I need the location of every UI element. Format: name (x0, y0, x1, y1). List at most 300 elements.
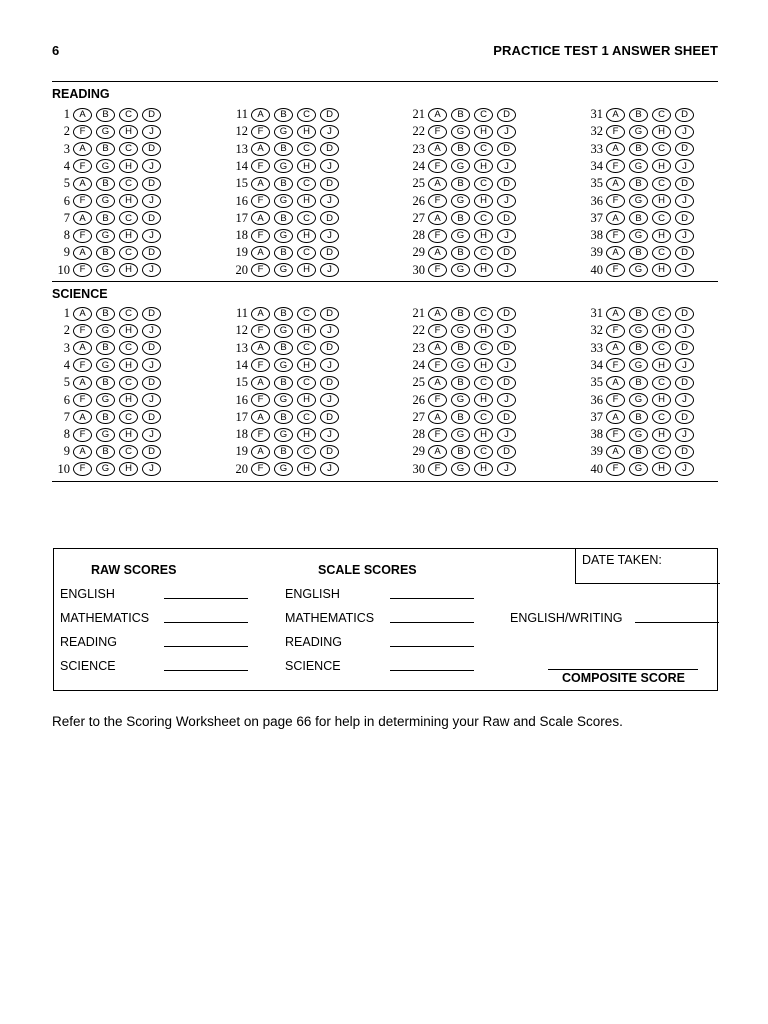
answer-bubble[interactable]: J (320, 194, 339, 208)
answer-bubble[interactable]: J (675, 159, 694, 173)
answer-bubble[interactable]: D (675, 142, 694, 156)
answer-bubble[interactable]: C (119, 341, 138, 355)
answer-bubble[interactable]: B (629, 307, 648, 321)
answer-bubble[interactable]: F (73, 393, 92, 407)
answer-bubble[interactable]: G (274, 159, 293, 173)
answer-bubble[interactable]: D (142, 307, 161, 321)
answer-bubble[interactable]: F (606, 263, 625, 277)
answer-bubble[interactable]: A (251, 410, 270, 424)
answer-bubble[interactable]: G (451, 125, 470, 139)
answer-bubble[interactable]: D (142, 108, 161, 122)
answer-bubble[interactable]: B (96, 376, 115, 390)
answer-bubble[interactable]: F (606, 229, 625, 243)
answer-bubble[interactable]: C (652, 142, 671, 156)
answer-bubble[interactable]: B (274, 108, 293, 122)
answer-bubble[interactable]: H (119, 324, 138, 338)
answer-bubble[interactable]: J (497, 324, 516, 338)
answer-bubble[interactable]: D (497, 211, 516, 225)
answer-bubble[interactable]: B (96, 307, 115, 321)
answer-bubble[interactable]: A (73, 445, 92, 459)
answer-bubble[interactable]: G (274, 125, 293, 139)
answer-bubble[interactable]: H (119, 263, 138, 277)
answer-bubble[interactable]: A (606, 376, 625, 390)
answer-bubble[interactable]: D (142, 211, 161, 225)
answer-bubble[interactable]: D (142, 445, 161, 459)
answer-bubble[interactable]: F (73, 462, 92, 476)
answer-bubble[interactable]: J (675, 229, 694, 243)
answer-bubble[interactable]: G (451, 358, 470, 372)
answer-bubble[interactable]: D (497, 177, 516, 191)
answer-bubble[interactable]: H (297, 263, 316, 277)
answer-bubble[interactable]: J (675, 194, 694, 208)
scale-english-line[interactable] (390, 598, 474, 599)
answer-bubble[interactable]: D (320, 376, 339, 390)
answer-bubble[interactable]: B (629, 142, 648, 156)
answer-bubble[interactable]: H (297, 462, 316, 476)
answer-bubble[interactable]: D (497, 246, 516, 260)
answer-bubble[interactable]: C (652, 246, 671, 260)
scale-mathematics-line[interactable] (390, 622, 474, 623)
answer-bubble[interactable]: H (474, 125, 493, 139)
answer-bubble[interactable]: C (474, 177, 493, 191)
answer-bubble[interactable]: D (320, 410, 339, 424)
answer-bubble[interactable]: B (96, 177, 115, 191)
answer-bubble[interactable]: F (606, 358, 625, 372)
answer-bubble[interactable]: F (428, 263, 447, 277)
answer-bubble[interactable]: B (96, 108, 115, 122)
answer-bubble[interactable]: D (142, 410, 161, 424)
answer-bubble[interactable]: J (142, 125, 161, 139)
answer-bubble[interactable]: A (428, 246, 447, 260)
answer-bubble[interactable]: B (629, 376, 648, 390)
answer-bubble[interactable]: A (251, 211, 270, 225)
answer-bubble[interactable]: G (96, 428, 115, 442)
answer-bubble[interactable]: D (320, 142, 339, 156)
answer-bubble[interactable]: F (251, 159, 270, 173)
answer-bubble[interactable]: C (474, 142, 493, 156)
answer-bubble[interactable]: J (497, 159, 516, 173)
answer-bubble[interactable]: J (320, 229, 339, 243)
answer-bubble[interactable]: A (73, 177, 92, 191)
answer-bubble[interactable]: A (73, 341, 92, 355)
answer-bubble[interactable]: B (96, 410, 115, 424)
answer-bubble[interactable]: B (629, 445, 648, 459)
answer-bubble[interactable]: G (96, 358, 115, 372)
answer-bubble[interactable]: A (73, 211, 92, 225)
answer-bubble[interactable]: C (652, 376, 671, 390)
answer-bubble[interactable]: D (497, 341, 516, 355)
answer-bubble[interactable]: A (251, 445, 270, 459)
answer-bubble[interactable]: D (497, 410, 516, 424)
answer-bubble[interactable]: H (652, 263, 671, 277)
answer-bubble[interactable]: J (320, 358, 339, 372)
answer-bubble[interactable]: H (652, 125, 671, 139)
answer-bubble[interactable]: C (297, 445, 316, 459)
answer-bubble[interactable]: H (297, 229, 316, 243)
answer-bubble[interactable]: D (320, 108, 339, 122)
answer-bubble[interactable]: C (474, 376, 493, 390)
answer-bubble[interactable]: G (451, 194, 470, 208)
answer-bubble[interactable]: G (451, 393, 470, 407)
answer-bubble[interactable]: J (497, 393, 516, 407)
answer-bubble[interactable]: G (274, 324, 293, 338)
answer-bubble[interactable]: D (142, 177, 161, 191)
answer-bubble[interactable]: B (629, 246, 648, 260)
answer-bubble[interactable]: H (474, 194, 493, 208)
answer-bubble[interactable]: G (274, 263, 293, 277)
answer-bubble[interactable]: D (497, 108, 516, 122)
answer-bubble[interactable]: B (451, 246, 470, 260)
answer-bubble[interactable]: D (497, 307, 516, 321)
answer-bubble[interactable]: D (675, 410, 694, 424)
answer-bubble[interactable]: B (96, 445, 115, 459)
answer-bubble[interactable]: F (251, 229, 270, 243)
answer-bubble[interactable]: H (119, 159, 138, 173)
answer-bubble[interactable]: G (96, 393, 115, 407)
answer-bubble[interactable]: A (428, 211, 447, 225)
answer-bubble[interactable]: B (629, 108, 648, 122)
answer-bubble[interactable]: J (142, 393, 161, 407)
answer-bubble[interactable]: B (451, 307, 470, 321)
answer-bubble[interactable]: J (675, 428, 694, 442)
answer-bubble[interactable]: F (251, 462, 270, 476)
answer-bubble[interactable]: G (96, 462, 115, 476)
answer-bubble[interactable]: A (73, 376, 92, 390)
answer-bubble[interactable]: F (251, 125, 270, 139)
answer-bubble[interactable]: C (119, 376, 138, 390)
answer-bubble[interactable]: B (629, 341, 648, 355)
answer-bubble[interactable]: J (675, 462, 694, 476)
answer-bubble[interactable]: G (629, 229, 648, 243)
answer-bubble[interactable]: D (675, 445, 694, 459)
answer-bubble[interactable]: D (142, 246, 161, 260)
answer-bubble[interactable]: C (297, 376, 316, 390)
answer-bubble[interactable]: G (274, 229, 293, 243)
answer-bubble[interactable]: H (652, 194, 671, 208)
answer-bubble[interactable]: A (251, 307, 270, 321)
answer-bubble[interactable]: J (675, 324, 694, 338)
answer-bubble[interactable]: G (274, 194, 293, 208)
answer-bubble[interactable]: J (497, 428, 516, 442)
answer-bubble[interactable]: B (451, 376, 470, 390)
answer-bubble[interactable]: B (451, 410, 470, 424)
scale-science-line[interactable] (390, 670, 474, 671)
answer-bubble[interactable]: H (119, 358, 138, 372)
answer-bubble[interactable]: B (96, 246, 115, 260)
answer-bubble[interactable]: H (119, 462, 138, 476)
answer-bubble[interactable]: B (629, 211, 648, 225)
answer-bubble[interactable]: B (274, 410, 293, 424)
answer-bubble[interactable]: H (652, 159, 671, 173)
answer-bubble[interactable]: G (451, 462, 470, 476)
answer-bubble[interactable]: C (297, 177, 316, 191)
answer-bubble[interactable]: H (297, 393, 316, 407)
answer-bubble[interactable]: C (297, 142, 316, 156)
answer-bubble[interactable]: J (497, 462, 516, 476)
answer-bubble[interactable]: A (428, 341, 447, 355)
answer-bubble[interactable]: C (119, 445, 138, 459)
answer-bubble[interactable]: C (119, 410, 138, 424)
answer-bubble[interactable]: B (629, 177, 648, 191)
answer-bubble[interactable]: J (142, 229, 161, 243)
answer-bubble[interactable]: C (652, 211, 671, 225)
answer-bubble[interactable]: C (297, 108, 316, 122)
answer-bubble[interactable]: B (274, 445, 293, 459)
answer-bubble[interactable]: J (497, 194, 516, 208)
answer-bubble[interactable]: F (428, 358, 447, 372)
answer-bubble[interactable]: F (428, 324, 447, 338)
answer-bubble[interactable]: F (73, 324, 92, 338)
answer-bubble[interactable]: C (474, 246, 493, 260)
answer-bubble[interactable]: J (320, 125, 339, 139)
answer-bubble[interactable]: A (73, 108, 92, 122)
answer-bubble[interactable]: J (320, 324, 339, 338)
answer-bubble[interactable]: H (297, 324, 316, 338)
answer-bubble[interactable]: F (73, 263, 92, 277)
answer-bubble[interactable]: B (451, 142, 470, 156)
answer-bubble[interactable]: J (320, 428, 339, 442)
answer-bubble[interactable]: C (297, 307, 316, 321)
answer-bubble[interactable]: G (629, 462, 648, 476)
answer-bubble[interactable]: J (320, 263, 339, 277)
raw-reading-line[interactable] (164, 646, 248, 647)
answer-bubble[interactable]: A (428, 410, 447, 424)
raw-science-line[interactable] (164, 670, 248, 671)
answer-bubble[interactable]: G (629, 358, 648, 372)
answer-bubble[interactable]: B (451, 341, 470, 355)
raw-mathematics-line[interactable] (164, 622, 248, 623)
answer-bubble[interactable]: J (320, 393, 339, 407)
answer-bubble[interactable]: B (274, 341, 293, 355)
answer-bubble[interactable]: J (320, 159, 339, 173)
answer-bubble[interactable]: G (274, 428, 293, 442)
answer-bubble[interactable]: B (96, 142, 115, 156)
answer-bubble[interactable]: F (73, 194, 92, 208)
answer-bubble[interactable]: F (606, 159, 625, 173)
answer-bubble[interactable]: G (451, 428, 470, 442)
answer-bubble[interactable]: F (606, 393, 625, 407)
answer-bubble[interactable]: B (274, 211, 293, 225)
answer-bubble[interactable]: B (451, 211, 470, 225)
answer-bubble[interactable]: J (497, 125, 516, 139)
answer-bubble[interactable]: H (474, 263, 493, 277)
answer-bubble[interactable]: J (497, 263, 516, 277)
answer-bubble[interactable]: F (73, 358, 92, 372)
answer-bubble[interactable]: A (606, 211, 625, 225)
answer-bubble[interactable]: H (119, 393, 138, 407)
answer-bubble[interactable]: H (652, 324, 671, 338)
answer-bubble[interactable]: G (629, 159, 648, 173)
answer-bubble[interactable]: F (428, 229, 447, 243)
answer-bubble[interactable]: A (606, 341, 625, 355)
answer-bubble[interactable]: G (451, 159, 470, 173)
answer-bubble[interactable]: D (320, 307, 339, 321)
answer-bubble[interactable]: G (274, 462, 293, 476)
answer-bubble[interactable]: C (119, 108, 138, 122)
answer-bubble[interactable]: J (142, 194, 161, 208)
answer-bubble[interactable]: A (428, 376, 447, 390)
answer-bubble[interactable]: J (142, 263, 161, 277)
answer-bubble[interactable]: G (96, 125, 115, 139)
answer-bubble[interactable]: C (474, 211, 493, 225)
answer-bubble[interactable]: H (474, 462, 493, 476)
answer-bubble[interactable]: C (474, 341, 493, 355)
answer-bubble[interactable]: H (474, 229, 493, 243)
answer-bubble[interactable]: C (652, 410, 671, 424)
answer-bubble[interactable]: J (675, 263, 694, 277)
answer-bubble[interactable]: A (251, 142, 270, 156)
answer-bubble[interactable]: A (606, 108, 625, 122)
answer-bubble[interactable]: F (606, 324, 625, 338)
answer-bubble[interactable]: G (451, 263, 470, 277)
answer-bubble[interactable]: B (629, 410, 648, 424)
answer-bubble[interactable]: G (96, 194, 115, 208)
answer-bubble[interactable]: G (629, 263, 648, 277)
answer-bubble[interactable]: G (274, 358, 293, 372)
answer-bubble[interactable]: D (497, 376, 516, 390)
answer-bubble[interactable]: H (119, 125, 138, 139)
answer-bubble[interactable]: A (428, 108, 447, 122)
answer-bubble[interactable]: D (497, 142, 516, 156)
answer-bubble[interactable]: F (428, 125, 447, 139)
answer-bubble[interactable]: F (73, 229, 92, 243)
answer-bubble[interactable]: F (251, 324, 270, 338)
answer-bubble[interactable]: G (451, 324, 470, 338)
answer-bubble[interactable]: D (320, 445, 339, 459)
answer-bubble[interactable]: J (142, 428, 161, 442)
answer-bubble[interactable]: F (73, 159, 92, 173)
answer-bubble[interactable]: D (675, 108, 694, 122)
answer-bubble[interactable]: D (320, 211, 339, 225)
answer-bubble[interactable]: A (606, 307, 625, 321)
answer-bubble[interactable]: B (451, 177, 470, 191)
answer-bubble[interactable]: G (451, 229, 470, 243)
answer-bubble[interactable]: J (497, 358, 516, 372)
answer-bubble[interactable]: H (652, 428, 671, 442)
answer-bubble[interactable]: F (606, 462, 625, 476)
answer-bubble[interactable]: D (675, 211, 694, 225)
answer-bubble[interactable]: D (675, 307, 694, 321)
answer-bubble[interactable]: F (428, 194, 447, 208)
answer-bubble[interactable]: D (675, 246, 694, 260)
answer-bubble[interactable]: J (142, 324, 161, 338)
answer-bubble[interactable]: A (606, 410, 625, 424)
answer-bubble[interactable]: A (251, 246, 270, 260)
answer-bubble[interactable]: J (142, 462, 161, 476)
answer-bubble[interactable]: H (297, 358, 316, 372)
answer-bubble[interactable]: A (606, 142, 625, 156)
answer-bubble[interactable]: J (675, 125, 694, 139)
answer-bubble[interactable]: A (251, 108, 270, 122)
answer-bubble[interactable]: D (320, 177, 339, 191)
answer-bubble[interactable]: G (629, 393, 648, 407)
answer-bubble[interactable]: F (606, 125, 625, 139)
answer-bubble[interactable]: H (652, 462, 671, 476)
answer-bubble[interactable]: D (675, 376, 694, 390)
answer-bubble[interactable]: A (73, 142, 92, 156)
answer-bubble[interactable]: H (652, 393, 671, 407)
raw-english-line[interactable] (164, 598, 248, 599)
answer-bubble[interactable]: H (474, 159, 493, 173)
answer-bubble[interactable]: A (73, 307, 92, 321)
answer-bubble[interactable]: F (73, 125, 92, 139)
answer-bubble[interactable]: A (251, 341, 270, 355)
answer-bubble[interactable]: G (96, 229, 115, 243)
answer-bubble[interactable]: G (629, 125, 648, 139)
answer-bubble[interactable]: C (297, 341, 316, 355)
answer-bubble[interactable]: H (474, 358, 493, 372)
answer-bubble[interactable]: H (119, 194, 138, 208)
answer-bubble[interactable]: H (119, 428, 138, 442)
answer-bubble[interactable]: C (119, 142, 138, 156)
answer-bubble[interactable]: H (652, 358, 671, 372)
answer-bubble[interactable]: B (274, 142, 293, 156)
answer-bubble[interactable]: C (119, 307, 138, 321)
answer-bubble[interactable]: C (474, 108, 493, 122)
answer-bubble[interactable]: J (142, 358, 161, 372)
answer-bubble[interactable]: F (428, 428, 447, 442)
answer-bubble[interactable]: F (606, 194, 625, 208)
answer-bubble[interactable]: C (652, 177, 671, 191)
answer-bubble[interactable]: B (451, 445, 470, 459)
answer-bubble[interactable]: D (497, 445, 516, 459)
answer-bubble[interactable]: C (652, 445, 671, 459)
answer-bubble[interactable]: H (474, 324, 493, 338)
answer-bubble[interactable]: H (652, 229, 671, 243)
answer-bubble[interactable]: C (119, 211, 138, 225)
answer-bubble[interactable]: F (428, 393, 447, 407)
answer-bubble[interactable]: B (274, 307, 293, 321)
answer-bubble[interactable]: C (652, 341, 671, 355)
date-taken-box[interactable] (575, 548, 720, 584)
answer-bubble[interactable]: C (652, 307, 671, 321)
answer-bubble[interactable]: G (96, 263, 115, 277)
answer-bubble[interactable]: H (297, 428, 316, 442)
answer-bubble[interactable]: D (320, 246, 339, 260)
answer-bubble[interactable]: C (297, 246, 316, 260)
answer-bubble[interactable]: A (73, 246, 92, 260)
answer-bubble[interactable]: B (274, 177, 293, 191)
answer-bubble[interactable]: B (274, 376, 293, 390)
answer-bubble[interactable]: D (675, 341, 694, 355)
answer-bubble[interactable]: A (428, 445, 447, 459)
answer-bubble[interactable]: G (274, 393, 293, 407)
answer-bubble[interactable]: A (251, 376, 270, 390)
answer-bubble[interactable]: A (428, 142, 447, 156)
answer-bubble[interactable]: G (96, 159, 115, 173)
answer-bubble[interactable]: J (675, 358, 694, 372)
english-writing-line[interactable] (635, 622, 719, 623)
answer-bubble[interactable]: F (428, 159, 447, 173)
answer-bubble[interactable]: B (96, 211, 115, 225)
answer-bubble[interactable]: G (629, 194, 648, 208)
answer-bubble[interactable]: C (474, 410, 493, 424)
answer-bubble[interactable]: F (251, 428, 270, 442)
answer-bubble[interactable]: H (297, 125, 316, 139)
answer-bubble[interactable]: J (497, 229, 516, 243)
answer-bubble[interactable]: H (297, 194, 316, 208)
scale-reading-line[interactable] (390, 646, 474, 647)
answer-bubble[interactable]: C (474, 445, 493, 459)
answer-bubble[interactable]: F (251, 263, 270, 277)
answer-bubble[interactable]: G (629, 324, 648, 338)
answer-bubble[interactable]: B (96, 341, 115, 355)
answer-bubble[interactable]: B (274, 246, 293, 260)
answer-bubble[interactable]: F (251, 358, 270, 372)
answer-bubble[interactable]: C (297, 410, 316, 424)
answer-bubble[interactable]: A (606, 445, 625, 459)
answer-bubble[interactable]: H (474, 393, 493, 407)
